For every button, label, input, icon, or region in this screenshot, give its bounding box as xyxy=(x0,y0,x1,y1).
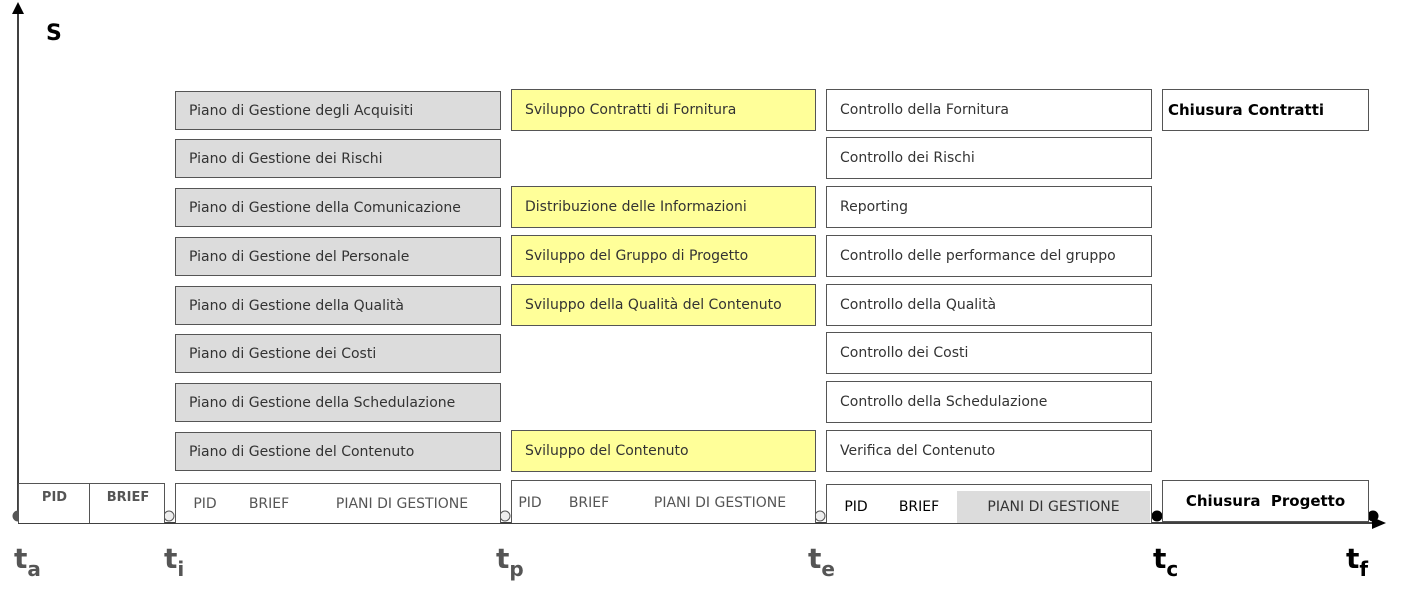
time-label-te-sub: e xyxy=(821,557,835,581)
time-label-ta-sub: a xyxy=(27,557,41,581)
exec-qualita: Sviluppo della Qualità del Contenuto xyxy=(511,284,816,326)
time-label-tf-main: t xyxy=(1346,542,1360,575)
baseline-control-piani: PIANI DI GESTIONE xyxy=(957,491,1150,523)
baseline-initial-brief: BRIEF xyxy=(106,489,150,505)
plan-qualita: Piano di Gestione della Qualità xyxy=(175,286,501,325)
plan-contenuto: Piano di Gestione del Contenuto xyxy=(175,432,501,471)
plan-schedulazione: Piano di Gestione della Schedulazione xyxy=(175,383,501,422)
baseline-control-brief: BRIEF xyxy=(898,499,940,515)
plan-acquisiti: Piano di Gestione degli Acquisiti xyxy=(175,91,501,130)
time-label-tc xyxy=(1153,542,1179,581)
time-label-ti xyxy=(164,542,185,581)
time-label-tp xyxy=(496,542,524,581)
ctrl-schedulazione: Controllo della Schedulazione xyxy=(826,381,1152,423)
time-label-te xyxy=(808,542,835,581)
ctrl-reporting: Reporting xyxy=(826,186,1152,228)
ctrl-fornitura: Controllo della Fornitura xyxy=(826,89,1152,131)
exec-contratti: Sviluppo Contratti di Fornitura xyxy=(511,89,816,131)
baseline-execution-piani: PIANI DI GESTIONE xyxy=(653,495,787,511)
baseline-execution-pid: PID xyxy=(518,495,542,511)
exec-gruppo: Sviluppo del Gruppo di Progetto xyxy=(511,235,816,277)
ctrl-performance: Controllo delle performance del gruppo xyxy=(826,235,1152,277)
ctrl-contenuto: Verifica del Contenuto xyxy=(826,430,1152,472)
baseline-planning-pid: PID xyxy=(193,496,217,512)
baseline-execution xyxy=(511,480,816,523)
time-label-tp-main: t xyxy=(496,542,510,575)
time-label-ta xyxy=(14,542,41,581)
baseline-planning xyxy=(175,483,501,523)
ctrl-rischi: Controllo dei Rischi xyxy=(826,137,1152,179)
exec-informazioni: Distribuzione delle Informazioni xyxy=(511,186,816,228)
time-label-te-main: t xyxy=(808,542,822,575)
time-label-tf-sub: f xyxy=(1359,557,1369,581)
baseline-initial-pid: PID xyxy=(41,489,68,505)
baseline-planning-piani: PIANI DI GESTIONE xyxy=(335,496,469,512)
time-label-tf xyxy=(1346,542,1369,581)
plan-personale: Piano di Gestione del Personale xyxy=(175,237,501,276)
time-label-ti-sub: i xyxy=(177,557,185,581)
closing-contracts: Chiusura Contratti xyxy=(1162,89,1369,131)
y-axis-label: S xyxy=(46,21,62,46)
plan-costi: Piano di Gestione dei Costi xyxy=(175,334,501,373)
baseline-control-pid: PID xyxy=(844,499,868,515)
time-label-ti-main: t xyxy=(164,542,178,575)
baseline-execution-brief: BRIEF xyxy=(568,495,610,511)
exec-contenuto: Sviluppo del Contenuto xyxy=(511,430,816,472)
time-label-tc-main: t xyxy=(1153,542,1167,575)
baseline-planning-brief: BRIEF xyxy=(248,496,290,512)
baseline-initial xyxy=(18,483,165,523)
ctrl-costi: Controllo dei Costi xyxy=(826,332,1152,374)
ctrl-qualita: Controllo della Qualità xyxy=(826,284,1152,326)
time-label-ta-main: t xyxy=(14,542,28,575)
closing-project: Chiusura Progetto xyxy=(1162,480,1369,522)
time-label-tp-sub: p xyxy=(509,557,524,581)
time-label-tc-sub: c xyxy=(1166,557,1179,581)
plan-rischi: Piano di Gestione dei Rischi xyxy=(175,139,501,178)
baseline-control xyxy=(826,484,1152,523)
plan-comunicazione: Piano di Gestione della Comunicazione xyxy=(175,188,501,227)
